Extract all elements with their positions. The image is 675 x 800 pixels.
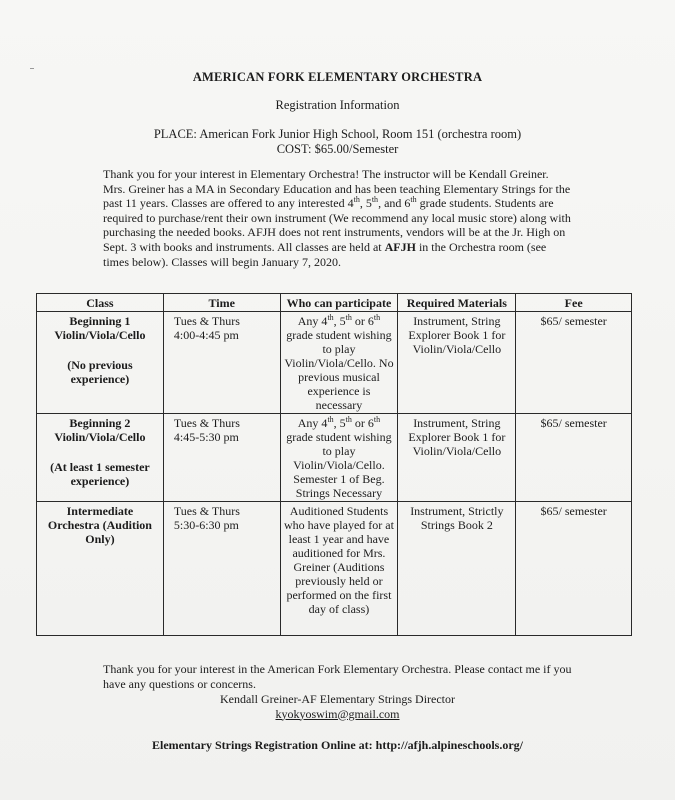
class-cell (37, 414, 164, 502)
who-sup: th (373, 415, 381, 424)
director-email-link[interactable]: kyokyoswim@gmail.com (275, 706, 400, 721)
table-row (37, 502, 632, 636)
time-cell (163, 502, 280, 636)
closing-paragraph (103, 662, 583, 691)
online-registration: Elementary Strings Registration Online at: http://afjh.alpineschools.org/ (152, 738, 523, 752)
cost-line: COST: $65.00/Semester (276, 142, 399, 156)
who-text: , 5 (333, 314, 346, 328)
time-hours: 4:45-5:30 pm (173, 430, 239, 444)
class-name: Beginning 2 Violin/Viola/Cello (54, 416, 146, 444)
header-fee: Fee (516, 294, 632, 312)
header-time: Time (163, 294, 280, 312)
class-note: (At least 1 semester experience) (50, 460, 150, 488)
intro-sup-1: th (353, 195, 360, 205)
fee-cell: $65/ semester (516, 502, 632, 636)
who-cell (280, 502, 398, 636)
class-name: Beginning 1 Violin/Viola/Cello (54, 314, 146, 342)
who-text: or 6 (351, 314, 374, 328)
who-sup: th (345, 415, 352, 424)
who-sup: th (327, 313, 334, 322)
intro-sup-2: th (371, 195, 379, 205)
fee-cell: $65/ semester (516, 414, 632, 502)
intro-afjh: AFJH (384, 239, 416, 254)
time-days: Tues & Thurs (173, 416, 240, 430)
class-name: Intermediate Orchestra (Audition Only) (47, 504, 152, 546)
class-schedule-table (36, 293, 632, 636)
header-materials: Required Materials (398, 294, 516, 312)
who-sup: th (327, 415, 334, 424)
who-cell (280, 312, 398, 414)
time-hours: 5:30-6:30 pm (173, 518, 239, 532)
intro-text-4: grade students. Students are required to purchase/rent their own instrument (We recommend any local music store) along with purchasing the needed books. AFJH does not rent instruments, vendors will be at the Jr. High on Sept. 3 with books and instruments. All classes are held at (103, 196, 571, 254)
who-text: Auditioned Students who have played for at least 1 year and have auditioned for Mrs. Greiner (Auditions previously held or performed on the first day of class) (283, 504, 394, 616)
table-header-row (37, 294, 632, 312)
intro-text-1: Thank you for your interest in Elementary Orchestra! The instructor will be Kendall Greiner. Mrs. Greiner has a MA in Secondary Education and has been teaching Elementary Strings for the past 11 years. Classes are offered to any interested 4 (103, 167, 571, 211)
intro-text-5: in the Orchestra room (see times below). Classes will begin January 7, 2020. (103, 239, 547, 269)
intro-text-3: , and 6 (378, 196, 411, 211)
who-text: Any 4 (297, 416, 328, 430)
table-row (37, 312, 632, 414)
time-hours: 4:00-4:45 pm (173, 328, 239, 342)
header-who: Who can participate (280, 294, 398, 312)
who-cell (280, 414, 398, 502)
closing-text: Thank you for your interest in the American Fork Elementary Orchestra. Please contact me if you have any questions or concerns. (103, 662, 572, 691)
page-subtitle: Registration Information (275, 98, 400, 112)
who-text: Any 4 (297, 314, 328, 328)
who-sup: th (345, 313, 352, 322)
who-sup: th (373, 313, 381, 322)
who-text: grade student wishing to play Violin/Viola/Cello. Semester 1 of Beg. Strings Necessary (286, 430, 392, 500)
class-cell (37, 502, 164, 636)
fee-cell: $65/ semester (516, 312, 632, 414)
class-cell (37, 312, 164, 414)
place-and-cost (0, 127, 675, 157)
director-name: Kendall Greiner-AF Elementary Strings Director (219, 692, 456, 706)
header-class: Class (37, 294, 164, 312)
intro-paragraph (103, 167, 573, 269)
intro-text-2: , 5 (359, 196, 372, 211)
class-note: (No previous experience) (67, 358, 133, 386)
materials-cell: Instrument, String Explorer Book 1 for Violin/Viola/Cello (398, 414, 516, 502)
time-days: Tues & Thurs (173, 504, 240, 518)
scan-speck (30, 68, 34, 69)
director-signature (0, 692, 675, 721)
table-row (37, 414, 632, 502)
intro-sup-3: th (410, 195, 417, 205)
materials-cell: Instrument, String Explorer Book 1 for Violin/Viola/Cello (398, 312, 516, 414)
who-text: , 5 (333, 416, 346, 430)
time-days: Tues & Thurs (173, 314, 240, 328)
time-cell (163, 312, 280, 414)
materials-cell: Instrument, Strictly Strings Book 2 (398, 502, 516, 636)
page-title: AMERICAN FORK ELEMENTARY ORCHESTRA (192, 70, 483, 84)
who-text: or 6 (351, 416, 374, 430)
time-cell (163, 414, 280, 502)
place-line: PLACE: American Fork Junior High School, Room 151 (orchestra room) (153, 127, 522, 141)
who-text: grade student wishing to play Violin/Viola/Cello. No previous musical experience is necessary (284, 328, 394, 412)
